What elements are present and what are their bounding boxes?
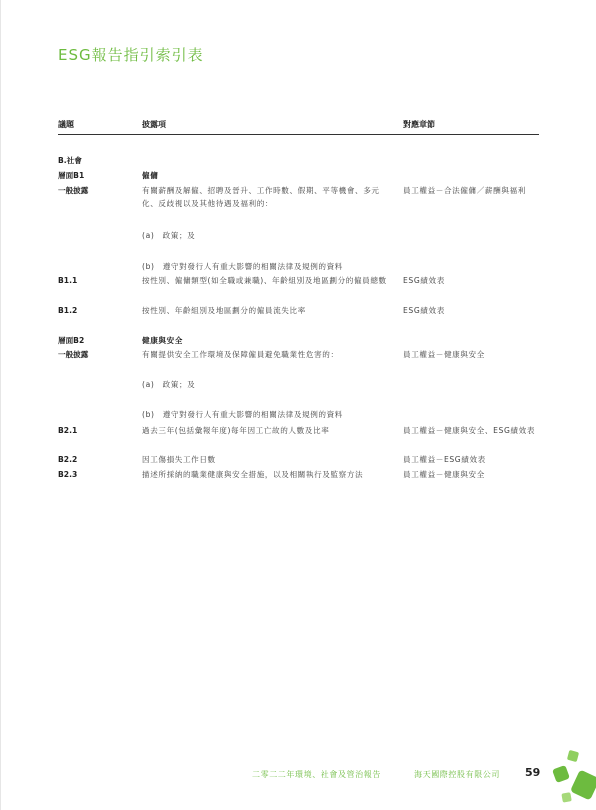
chapter-cell: 員工權益－健康與安全 [403,350,485,359]
disclosure-cell: 按性別、僱傭類型(如全職或兼職)、年齡組別及地區劃分的僱員總數 [142,276,387,285]
disclosure-cell: 僱傭 [142,171,159,180]
topic-cell: 一般披露 [58,186,89,195]
disclosure-cell: (a) 政策；及 [142,231,196,240]
topic-cell: 層面B2 [58,336,85,345]
topic-cell: B1.1 [58,276,78,285]
topic-cell: B1.2 [58,306,78,315]
corner-decoration-icon [548,745,596,810]
header-topic: 議題 [58,120,74,129]
chapter-cell: 員工權益－合法僱傭／薪酬與福利 [403,186,526,195]
page-number: 59 [525,766,541,779]
topic-cell: B2.2 [58,455,78,464]
disclosure-cell: 按性別、年齡組別及地區劃分的僱員流失比率 [142,306,306,315]
chapter-cell: 員工權益－健康與安全、ESG績效表 [403,426,536,435]
chapter-cell: ESG績效表 [403,276,445,285]
topic-cell: 一般披露 [58,350,89,359]
header-disclosure: 披露項 [142,120,166,129]
footer-report-title: 二零二二年環境、社會及管治報告 [252,770,381,779]
disclosure-cell: (b) 遵守對發行人有重大影響的相關法律及規例的資料 [142,410,343,419]
disclosure-cell: 過去三年(包括彙報年度)每年因工亡故的人數及比率 [142,426,330,435]
page-edge [0,0,1,810]
chapter-cell: ESG績效表 [403,306,445,315]
topic-cell: 層面B1 [58,171,85,180]
topic-cell: B2.1 [58,426,78,435]
page-title: ESG報告指引索引表 [58,46,204,64]
chapter-cell: 員工權益－健康與安全 [403,470,485,479]
disclosure-cell: 因工傷損失工作日數 [142,455,216,464]
disclosure-cell: 有關薪酬及解僱、招聘及晉升、工作時數、假期、平等機會、多元化、反歧視以及其他待遇及福利的： [142,186,380,208]
disclosure-cell: 健康與安全 [142,336,183,345]
disclosure-cell: 有關提供安全工作環境及保障僱員避免職業性危害的： [142,350,339,359]
disclosure-cell: (b) 遵守對發行人有重大影響的相關法律及規例的資料 [142,262,343,271]
disclosure-cell: (a) 政策；及 [142,380,196,389]
topic-cell: B2.3 [58,470,78,479]
disclosure-cell: 描述所採納的職業健康與安全措施，以及相關執行及監察方法 [142,470,364,479]
table-header [58,119,539,133]
header-rule [58,134,539,135]
header-chapter: 對應章節 [403,120,435,129]
chapter-cell: 員工權益－ESG績效表 [403,455,486,464]
topic-cell: B.社會 [58,156,82,165]
footer-company: 海天國際控股有限公司 [414,770,500,779]
